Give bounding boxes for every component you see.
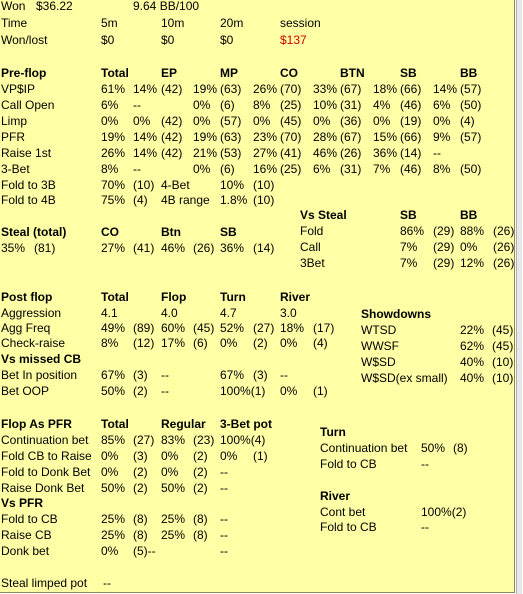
preflop-cell: (25): [280, 98, 302, 112]
postflop-header-turn: Turn: [220, 290, 246, 304]
vs-steal-cell: 88%: [460, 224, 485, 238]
vs-pfr-row-label: Raise CB: [1, 528, 52, 542]
preflop-cell: (31): [340, 98, 362, 112]
postflop-cell: 60%: [161, 321, 186, 335]
vs-missed-cb-cell: 67%: [101, 368, 126, 382]
vs-steal-header-bb: BB: [460, 208, 478, 222]
vs-pfr-cell: --: [220, 528, 228, 542]
flop-as-pfr-cell: --: [220, 481, 228, 495]
preflop-cell: 16%: [253, 162, 278, 176]
four-bet-label: 4-Bet: [161, 178, 190, 192]
four-bet-value: 10%: [220, 178, 245, 192]
preflop-cell: 0%: [193, 114, 211, 128]
steal-limped-pot-value: --: [103, 576, 111, 590]
flop-as-pfr-title: Flop As PFR: [1, 417, 72, 431]
preflop-cell: 15%: [373, 130, 398, 144]
flop-as-pfr-row-label: Raise Donk Bet: [1, 481, 85, 495]
vs-missed-cb-cell: --: [161, 384, 169, 398]
preflop-cell: 26%: [253, 82, 278, 96]
preflop-cell: 10%: [313, 98, 338, 112]
preflop-cell: 46%: [313, 146, 338, 160]
preflop-row-label: Call Open: [1, 98, 55, 112]
preflop-row-label: VP$IP: [1, 82, 36, 96]
preflop-header-co: CO: [280, 66, 298, 80]
preflop-cell: (66): [400, 82, 422, 96]
postflop-cell: 4.1: [101, 306, 118, 320]
preflop-cell: (63): [220, 130, 242, 144]
preflop-header-ep: EP: [161, 66, 178, 80]
postflop-cell: 8%: [101, 336, 119, 350]
flop-as-pfr-cell: 50%: [101, 481, 126, 495]
preflop-cell: (42): [161, 146, 183, 160]
preflop-cell: 23%: [253, 130, 278, 144]
flop-as-pfr-cell: (2): [193, 465, 208, 479]
preflop-cell: 9%: [433, 130, 451, 144]
flop-as-pfr-header-total: Total: [101, 417, 129, 431]
postflop-row-label: Agg Freq: [1, 321, 51, 335]
vs-pfr-cell: (8): [133, 528, 148, 542]
preflop-cell: 21%: [193, 146, 218, 160]
postflop-cell: (27): [253, 321, 275, 335]
time-col-5m: 5m: [101, 16, 118, 30]
fold-to-4b-label: Fold to 4B: [1, 193, 56, 207]
four-bet-count: (10): [253, 178, 275, 192]
steal-title: Steal (total): [1, 225, 67, 239]
preflop-cell: (25): [280, 162, 302, 176]
time-label: Time: [1, 16, 28, 30]
showdowns-title: Showdowns: [361, 307, 431, 321]
preflop-cell: 8%: [433, 162, 451, 176]
preflop-cell: 0%: [373, 114, 391, 128]
preflop-cell: 14%: [133, 146, 158, 160]
preflop-cell: 0%: [193, 98, 211, 112]
preflop-cell: 0%: [253, 114, 271, 128]
preflop-cell: 33%: [313, 82, 338, 96]
postflop-cell: 52%: [220, 321, 245, 335]
preflop-cell: (14): [400, 146, 422, 160]
vs-steal-cell: (26): [493, 224, 515, 238]
river-row-value: 100%(2): [421, 505, 467, 519]
vs-missed-cb-cell: 50%: [101, 384, 126, 398]
vs-pfr-title: Vs PFR: [1, 496, 44, 510]
bb-rate: 9.64 BB/100: [133, 0, 200, 13]
vs-pfr-cell: (8): [133, 512, 148, 526]
preflop-cell: (42): [161, 130, 183, 144]
preflop-cell: 61%: [101, 82, 126, 96]
vs-steal-row-label: 3Bet: [300, 256, 325, 270]
vs-pfr-cell: 25%: [161, 512, 186, 526]
vs-steal-cell: (26): [493, 240, 515, 254]
wonlost-label: Won/lost: [1, 33, 48, 47]
time-col-20m: 20m: [220, 16, 244, 30]
vs-pfr-row-label: Donk bet: [1, 544, 50, 558]
window-edge-scrollbar: [516, 0, 522, 594]
fold-to-3b-label: Fold to 3B: [1, 178, 56, 192]
vs-missed-cb-cell: 67%: [220, 368, 245, 382]
four-bet-range-value: 1.8%: [220, 193, 248, 207]
postflop-header-total: Total: [101, 290, 129, 304]
wonlost-10m: $0: [161, 33, 175, 47]
flop-as-pfr-row-label: Fold to Donk Bet: [1, 465, 91, 479]
preflop-cell: (46): [400, 98, 422, 112]
wonlost-5m: $0: [101, 33, 115, 47]
steal-total-count: (81): [34, 241, 56, 255]
turn-row-value: 50%: [421, 441, 446, 455]
vs-pfr-cell: (5)--: [133, 544, 156, 558]
showdowns-row-label: WWSF: [361, 339, 399, 353]
preflop-cell: (4): [460, 114, 475, 128]
postflop-cell: (17): [313, 321, 335, 335]
preflop-cell: (45): [280, 114, 302, 128]
preflop-cell: (31): [340, 162, 362, 176]
steal-btn-count: (26): [193, 241, 215, 255]
vs-pfr-cell: --: [220, 544, 228, 558]
showdowns-row-value: 40%: [460, 355, 485, 369]
river-title: River: [320, 489, 351, 503]
preflop-row-label: 3-Bet: [1, 162, 30, 176]
vs-steal-cell: 7%: [400, 256, 418, 270]
postflop-cell: 3.0: [280, 306, 297, 320]
preflop-cell: 36%: [373, 146, 398, 160]
preflop-cell: 8%: [101, 162, 119, 176]
preflop-header-bb: BB: [460, 66, 478, 80]
preflop-cell: 26%: [101, 146, 126, 160]
flop-as-pfr-cell: (2): [133, 465, 148, 479]
preflop-cell: --: [433, 146, 441, 160]
won-label: Won: [1, 0, 26, 13]
fold-to-3b-value: 70%: [101, 178, 126, 192]
showdowns-row-label: W$SD: [361, 355, 396, 369]
showdowns-row-value: 22%: [460, 323, 485, 337]
steal-total-value: 35%: [1, 241, 26, 255]
preflop-cell: (53): [220, 146, 242, 160]
wonlost-session: $137: [280, 33, 307, 47]
vs-missed-cb-title: Vs missed CB: [1, 352, 82, 366]
time-col-session: session: [280, 16, 321, 30]
vs-steal-row-label: Call: [300, 240, 321, 254]
preflop-cell: 14%: [133, 82, 158, 96]
vs-steal-cell: 86%: [400, 224, 425, 238]
steal-co-count: (41): [133, 241, 155, 255]
postflop-cell: 0%: [220, 336, 238, 350]
vs-steal-header-sb: SB: [400, 208, 417, 222]
preflop-cell: 18%: [373, 82, 398, 96]
flop-as-pfr-cell: 0%: [161, 465, 179, 479]
preflop-cell: (6): [220, 162, 235, 176]
preflop-cell: (57): [220, 114, 242, 128]
vs-missed-cb-cell: (1): [313, 384, 328, 398]
fold-to-4b-count: (4): [133, 193, 148, 207]
vs-steal-row-label: Fold: [300, 224, 324, 238]
preflop-cell: 19%: [193, 130, 218, 144]
preflop-row-label: Raise 1st: [1, 146, 52, 160]
preflop-cell: (63): [220, 82, 242, 96]
vs-pfr-cell: 25%: [161, 528, 186, 542]
flop-as-pfr-cell: 50%: [161, 481, 186, 495]
turn-row-count: (8): [453, 441, 468, 455]
postflop-cell: 17%: [161, 336, 186, 350]
flop-as-pfr-cell: 0%: [101, 465, 119, 479]
turn-row-label: Fold to CB: [320, 457, 377, 471]
vs-pfr-cell: (8): [193, 512, 208, 526]
steal-limped-pot-label: Steal limped pot: [1, 576, 88, 590]
preflop-cell: (36): [340, 114, 362, 128]
postflop-cell: 0%: [280, 336, 298, 350]
turn-title: Turn: [320, 425, 346, 439]
postflop-row-label: Check-raise: [1, 336, 66, 350]
flop-as-pfr-cell: (2): [193, 449, 208, 463]
flop-as-pfr-cell: 85%: [101, 433, 126, 447]
preflop-cell: 6%: [433, 98, 451, 112]
preflop-cell: 14%: [133, 130, 158, 144]
preflop-cell: 4%: [373, 98, 391, 112]
postflop-cell: (6): [193, 336, 208, 350]
preflop-cell: (19): [400, 114, 422, 128]
showdowns-row-label: W$SD(ex small): [361, 371, 448, 385]
flop-as-pfr-header-regular: Regular: [161, 417, 206, 431]
showdowns-row-count: (45): [492, 339, 514, 353]
preflop-cell: (26): [340, 146, 362, 160]
flop-as-pfr-row-label: Fold CB to Raise: [1, 449, 92, 463]
vs-steal-cell: (29): [433, 240, 455, 254]
preflop-cell: 28%: [313, 130, 338, 144]
river-row-label: Fold to CB: [320, 520, 377, 534]
preflop-header-total: Total: [101, 66, 129, 80]
preflop-cell: 0%: [193, 162, 211, 176]
preflop-cell: (67): [340, 82, 362, 96]
vs-pfr-cell: (8): [193, 528, 208, 542]
postflop-title: Post flop: [1, 290, 53, 304]
flop-as-pfr-cell: (23): [193, 433, 215, 447]
preflop-cell: 19%: [101, 130, 126, 144]
vs-steal-title: Vs Steal: [300, 208, 347, 222]
steal-header-co: CO: [101, 225, 119, 239]
showdowns-row-count: (10): [492, 355, 514, 369]
preflop-cell: (50): [460, 162, 482, 176]
vs-missed-cb-row-label: Bet In position: [1, 368, 78, 382]
vs-missed-cb-cell: (2): [133, 384, 148, 398]
postflop-cell: 4.7: [220, 306, 237, 320]
showdowns-row-label: WTSD: [361, 323, 397, 337]
river-row-label: Cont bet: [320, 505, 366, 519]
postflop-cell: (4): [313, 336, 328, 350]
vs-pfr-cell: 0%: [101, 544, 119, 558]
flop-as-pfr-cell: 100%(4): [220, 433, 266, 447]
flop-as-pfr-cell: 83%: [161, 433, 186, 447]
won-value: $36.22: [36, 0, 73, 13]
vs-steal-cell: 7%: [400, 240, 418, 254]
preflop-cell: 6%: [313, 162, 331, 176]
preflop-cell: (57): [460, 82, 482, 96]
vs-missed-cb-row-label: Bet OOP: [1, 384, 50, 398]
vs-pfr-cell: 25%: [101, 528, 126, 542]
flop-as-pfr-cell: (27): [133, 433, 155, 447]
showdowns-row-value: 40%: [460, 371, 485, 385]
preflop-cell: 6%: [101, 98, 119, 112]
vs-pfr-cell: 25%: [101, 512, 126, 526]
preflop-cell: (70): [280, 130, 302, 144]
steal-header-btn: Btn: [161, 225, 181, 239]
steal-sb-value: 36%: [220, 241, 245, 255]
flop-as-pfr-cell: (2): [193, 481, 208, 495]
steal-header-sb: SB: [220, 225, 237, 239]
preflop-cell: 19%: [193, 82, 218, 96]
vs-steal-cell: 12%: [460, 256, 485, 270]
preflop-cell: 0%: [433, 114, 451, 128]
postflop-cell: (12): [133, 336, 155, 350]
flop-as-pfr-cell: (1): [253, 449, 268, 463]
postflop-cell: 4.0: [161, 306, 178, 320]
preflop-cell: (67): [340, 130, 362, 144]
four-bet-range-count: (10): [253, 193, 275, 207]
turn-row-value: --: [421, 457, 429, 471]
river-row-value: --: [421, 520, 429, 534]
postflop-cell: (89): [133, 321, 155, 335]
preflop-cell: (42): [161, 82, 183, 96]
preflop-cell: (41): [280, 146, 302, 160]
preflop-header-btn: BTN: [340, 66, 365, 80]
flop-as-pfr-cell: 0%: [101, 449, 119, 463]
postflop-row-label: Aggression: [1, 306, 62, 320]
vs-steal-cell: (29): [433, 256, 455, 270]
flop-as-pfr-cell: (2): [133, 481, 148, 495]
postflop-cell: 49%: [101, 321, 126, 335]
preflop-cell: 14%: [433, 82, 458, 96]
postflop-header-river: River: [280, 290, 311, 304]
preflop-cell: 27%: [253, 146, 278, 160]
preflop-cell: (57): [460, 130, 482, 144]
postflop-header-flop: Flop: [161, 290, 187, 304]
steal-btn-value: 46%: [161, 241, 186, 255]
vs-missed-cb-cell: 0%: [280, 384, 298, 398]
preflop-cell: --: [133, 162, 141, 176]
preflop-cell: (6): [220, 98, 235, 112]
flop-as-pfr-cell: 0%: [161, 449, 179, 463]
vs-pfr-row-label: Fold to CB: [1, 512, 58, 526]
preflop-cell: --: [133, 98, 141, 112]
preflop-header-sb: SB: [400, 66, 417, 80]
steal-co-value: 27%: [101, 241, 126, 255]
turn-row-label: Continuation bet: [320, 441, 408, 455]
preflop-cell: 0%: [313, 114, 331, 128]
postflop-cell: 18%: [280, 321, 305, 335]
vs-missed-cb-cell: --: [161, 368, 169, 382]
wonlost-20m: $0: [220, 33, 234, 47]
vs-missed-cb-cell: --: [280, 368, 288, 382]
preflop-title: Pre-flop: [1, 66, 47, 80]
vs-steal-cell: (26): [493, 256, 515, 270]
preflop-cell: (46): [400, 162, 422, 176]
showdowns-row-value: 62%: [460, 339, 485, 353]
vs-pfr-cell: --: [220, 512, 228, 526]
flop-as-pfr-cell: (3): [133, 449, 148, 463]
vs-missed-cb-cell: 100%(1): [220, 384, 266, 398]
preflop-cell: 0%: [101, 114, 119, 128]
vs-steal-cell: (29): [433, 224, 455, 238]
fold-to-4b-value: 75%: [101, 193, 126, 207]
flop-as-pfr-cell: --: [220, 465, 228, 479]
flop-as-pfr-header-3bet: 3-Bet pot: [220, 417, 272, 431]
preflop-cell: (50): [460, 98, 482, 112]
four-bet-range-label: 4B range: [161, 193, 210, 207]
vs-missed-cb-cell: (3): [253, 368, 268, 382]
postflop-cell: (2): [253, 336, 268, 350]
postflop-cell: (45): [193, 321, 215, 335]
steal-sb-count: (14): [253, 241, 275, 255]
showdowns-row-count: (10): [492, 371, 514, 385]
preflop-header-mp: MP: [220, 66, 238, 80]
preflop-cell: 8%: [253, 98, 271, 112]
flop-as-pfr-row-label: Continuation bet: [1, 433, 89, 447]
preflop-row-label: PFR: [1, 130, 25, 144]
time-col-10m: 10m: [161, 16, 185, 30]
fold-to-3b-count: (10): [133, 178, 155, 192]
vs-steal-cell: 0%: [460, 240, 478, 254]
preflop-cell: (70): [280, 82, 302, 96]
preflop-cell: (66): [400, 130, 422, 144]
vs-missed-cb-cell: (3): [133, 368, 148, 382]
preflop-cell: 0%: [133, 114, 151, 128]
preflop-row-label: Limp: [1, 114, 28, 128]
preflop-cell: (42): [161, 114, 183, 128]
preflop-cell: 7%: [373, 162, 391, 176]
showdowns-row-count: (45): [492, 323, 514, 337]
flop-as-pfr-cell: 0%: [220, 449, 238, 463]
